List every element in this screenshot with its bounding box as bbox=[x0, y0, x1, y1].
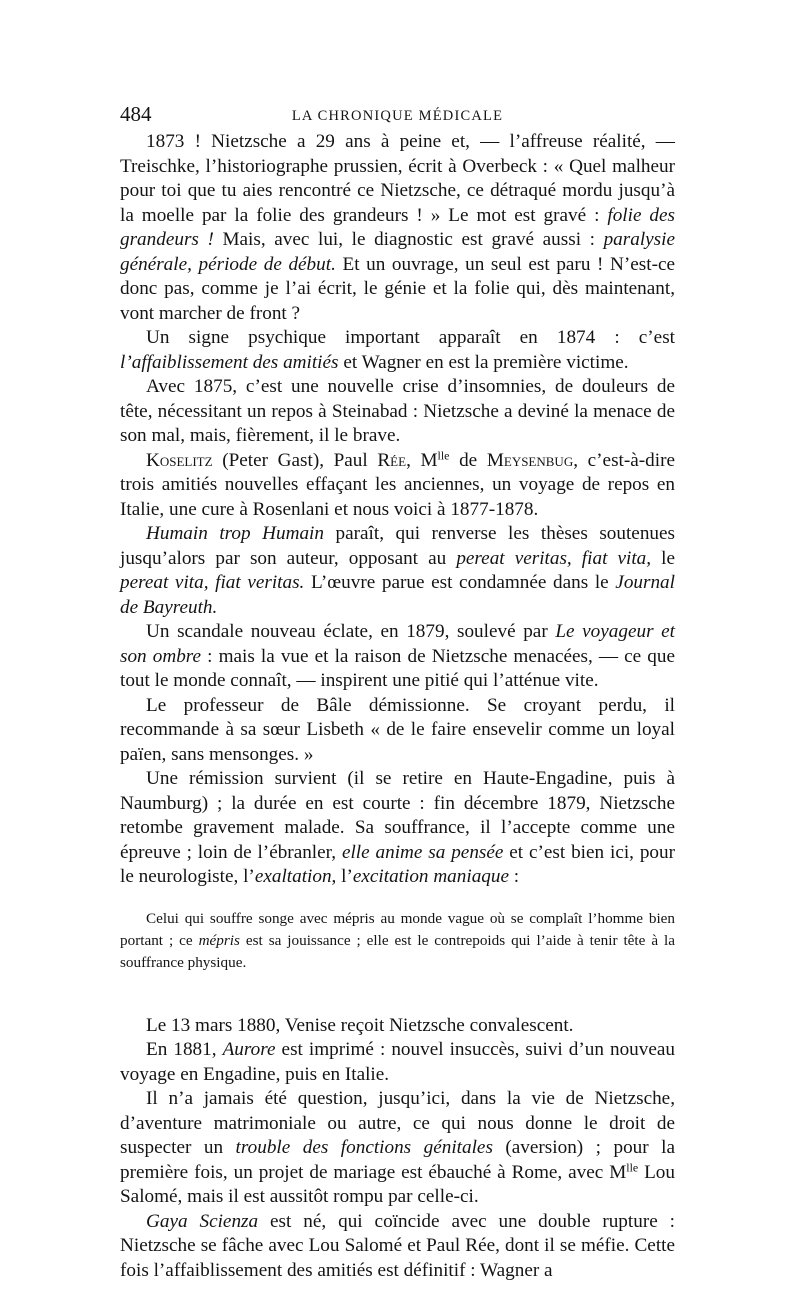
text-segment: Gaya Scienza bbox=[146, 1210, 259, 1232]
paragraph bbox=[120, 130, 675, 326]
text-segment: Et un ouvrage, un seul est paru ! N’est-ce donc pas, comme je l’ai écrit, le génie et la folie qui, dès maintenant, vont marcher de front ? bbox=[120, 253, 675, 324]
text-segment: , l’ bbox=[331, 866, 353, 887]
paragraph bbox=[120, 1210, 675, 1284]
text-segment: Un scandale nouveau éclate, en 1879, soulevé par bbox=[146, 621, 556, 642]
text-segment: pereat vita, fiat veritas. bbox=[120, 572, 305, 593]
text-segment: 1873 ! Nietzsche a 29 ans à peine et, — l’affreuse réalité, — Treischke, l’historiographe prussien, écrit à Overbeck : « Quel malheur pour toi que tu aies rencontré ce Nietzsche, ce détraqué mordu jusqu’à la moelle par la folie des grandeurs ! » Le mot est gravé : bbox=[120, 131, 675, 226]
body-text bbox=[120, 130, 675, 1283]
paragraph bbox=[120, 1014, 675, 1039]
text-segment: paralysie générale, période de début. bbox=[120, 229, 675, 275]
text-segment: elle anime sa pensée bbox=[341, 841, 504, 863]
block-quote bbox=[120, 908, 675, 974]
text-segment: excitation maniaque bbox=[352, 866, 509, 887]
text-segment: Humain trop Humain bbox=[146, 523, 324, 544]
text-segment: : mais la vue et la raison de Nietzsche menacées, — ce que tout le monde connaît, — inspirent une pitié qui l’atténue vite. bbox=[120, 645, 675, 691]
paragraph bbox=[120, 522, 675, 620]
text-segment: de bbox=[449, 449, 487, 471]
text-segment: et Wagner en est la première victime. bbox=[338, 351, 629, 373]
paragraph bbox=[120, 767, 675, 890]
text-segment: est sa jouissance ; elle est le contrepoids qui l’aide à tenir tête à la souffrance physique. bbox=[120, 931, 675, 971]
text-segment: et c’est bien ici, pour le neurologiste, l’ bbox=[120, 841, 676, 887]
text-segment: Lou Salomé, mais il est aussitôt rompu par celle-ci. bbox=[120, 1161, 675, 1207]
text-segment: mépris bbox=[198, 931, 240, 949]
text-segment: Le voyageur et son ombre bbox=[120, 621, 675, 667]
text-segment: paraît, qui renverse les thèses soutenues jusqu’alors par son auteur, opposant au bbox=[120, 523, 675, 569]
text-segment: Journal de Bayreuth. bbox=[120, 572, 675, 618]
text-segment: lle bbox=[626, 1159, 639, 1174]
paragraph bbox=[120, 326, 675, 375]
paragraph bbox=[120, 449, 675, 523]
text-segment: Celui qui souffre songe avec mépris au monde vague où se complaît l’homme bien portant ; ce bbox=[120, 909, 675, 949]
text-segment: Koselitz bbox=[146, 449, 213, 471]
text-segment: (Peter Gast), Paul bbox=[212, 449, 378, 471]
text-segment: folie des grandeurs ! bbox=[120, 204, 676, 250]
text-segment: trouble des fonctions génitales bbox=[235, 1137, 493, 1158]
paragraph bbox=[120, 694, 675, 768]
running-title: LA CHRONIQUE MÉDICALE bbox=[291, 108, 504, 124]
text-segment: (aversion) ; pour la première fois, un projet de mariage est ébauché à Rome, avec M bbox=[120, 1137, 675, 1183]
page-header bbox=[120, 98, 675, 130]
text-segment: : bbox=[509, 866, 520, 887]
text-segment: Avec 1875, c’est une nouvelle crise d’insomnies, de douleurs de tête, nécessitant un repos à Steinabad : Nietzsche a deviné la menace de son mal, mais, fièrement, il le brave. bbox=[120, 376, 675, 446]
text-segment: pereat veritas, fiat vita, bbox=[456, 547, 652, 569]
paragraph bbox=[120, 1087, 675, 1210]
text-segment: Mais, avec lui, le diagnostic est gravé aussi : bbox=[213, 229, 604, 250]
text-segment: est imprimé : nouvel insuccès, suivi d’un nouveau voyage en Engadine, puis en Italie. bbox=[120, 1039, 675, 1085]
text-segment: L’œuvre parue est condamnée dans le bbox=[304, 572, 616, 593]
text-segment: Il n’a jamais été question, jusqu’ici, dans la vie de Nietzsche, d’aventure matrimoniale ou autre, ce qui nous donne le droit de suspecter un bbox=[120, 1088, 675, 1158]
text-segment: Un signe psychique important apparaît en 1874 : c’est bbox=[146, 327, 675, 348]
paragraph bbox=[120, 375, 675, 449]
paragraph bbox=[120, 620, 675, 694]
text-segment: Le professeur de Bâle démissionne. Se croyant perdu, il recommande à sa sœur Lisbeth « de le faire ensevelir comme un loyal païen, sans mensonges. » bbox=[120, 694, 675, 765]
text-segment: , M bbox=[406, 449, 438, 471]
text-segment: Meysenbug bbox=[486, 449, 574, 471]
text-segment: Une rémission survient (il se retire en Haute-Engadine, puis à Naumburg) ; la durée en est courte : fin décembre 1879, Nietzsche retombe gravement malade. Sa souffrance, il l’accepte comme une épreuve ; loin de l’ébranler, bbox=[120, 768, 675, 863]
text-segment: le bbox=[651, 547, 675, 569]
paragraph bbox=[120, 1038, 675, 1087]
page-number: 484 bbox=[120, 102, 152, 126]
text-segment: l’affaiblissement des amitiés bbox=[120, 351, 339, 373]
text-segment: Le 13 mars 1880, Venise reçoit Nietzsche convalescent. bbox=[146, 1014, 574, 1036]
text-segment: exaltation bbox=[254, 866, 332, 887]
text-segment: Rée bbox=[377, 449, 407, 471]
text-segment: Aurore bbox=[222, 1039, 276, 1060]
text-segment: En 1881, bbox=[146, 1039, 223, 1060]
text-segment: est né, qui coïncide avec une double rupture : Nietzsche se fâche avec Lou Salomé et Paul Rée, dont il se méfie. Cette fois l’affaiblissement des amitiés est définitif : Wagner a bbox=[120, 1210, 675, 1281]
text-segment: , c’est-à-dire trois amitiés nouvelles effaçant les anciennes, un voyage de repos en Italie, une cure à Rosenlani et nous voici à 1877-1878. bbox=[120, 449, 675, 520]
text-segment: lle bbox=[437, 447, 450, 462]
